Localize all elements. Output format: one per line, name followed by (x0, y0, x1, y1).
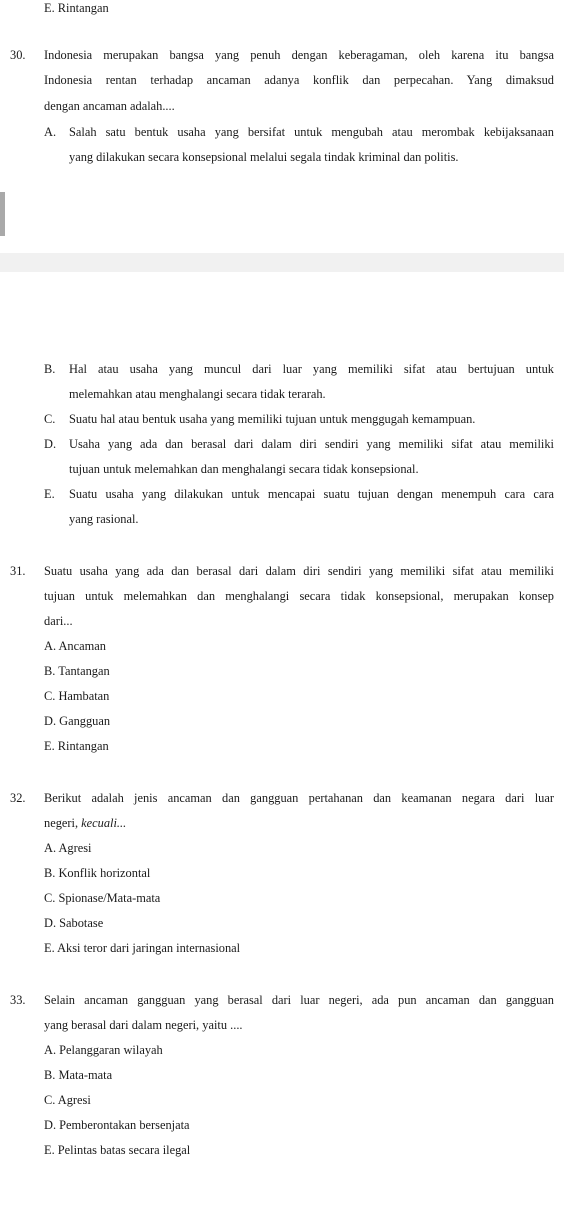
question-text-line: dari... (44, 614, 73, 628)
option-e-text: Suatu usaha yang dilakukan untuk mencapai suatu tujuan dengan menempuh cara cara (69, 487, 554, 501)
question-text-line: Selain ancaman gangguan yang berasal dari luar negeri, ada pun ancaman dan gangguan (44, 993, 554, 1007)
question-text-line: yang berasal dari dalam negeri, yaitu .... (44, 1018, 243, 1032)
question-text-italic: kecuali... (81, 816, 127, 830)
option-d: D. Sabotase (44, 916, 104, 930)
question-number: 31. (10, 564, 26, 578)
question-text-line: Berikut adalah jenis ancaman dan gangguan pertahanan dan keamanan negara dari luar (44, 791, 554, 805)
option-letter: C. (44, 412, 56, 426)
question-text-prefix: negeri, (44, 816, 82, 830)
option-d: D. Pemberontakan bersenjata (44, 1118, 190, 1132)
question-text-line: Indonesia rentan terhadap ancaman adanya konflik dan perpecahan. Yang dimaksud (44, 73, 554, 87)
question-number: 32. (10, 791, 26, 805)
option-letter: A. (44, 125, 57, 139)
option-letter: D. (44, 437, 57, 451)
option-b: B. Mata-mata (44, 1068, 113, 1082)
option-d-text: tujuan untuk melemahkan dan menghalangi secara tidak konsepsional. (69, 462, 419, 476)
question-number: 33. (10, 993, 26, 1007)
question-text-line (44, 815, 126, 831)
option-letter: E. (44, 487, 55, 501)
question-text-line: dengan ancaman adalah.... (44, 99, 175, 113)
option-e-text: yang rasional. (69, 512, 139, 526)
question-text-line: Indonesia merupakan bangsa yang penuh dengan keberagaman, oleh karena itu bangsa (44, 48, 554, 62)
option-b: B. Tantangan (44, 664, 110, 678)
option-a-text: yang dilakukan secara konsepsional melalui segala tindak kriminal dan politis. (69, 150, 459, 164)
option-b: B. Konflik horizontal (44, 866, 151, 880)
option-c: C. Hambatan (44, 689, 110, 703)
option-a: A. Pelanggaran wilayah (44, 1043, 163, 1057)
prev-question-option-e: E. Rintangan (44, 1, 109, 15)
option-a: A. Agresi (44, 841, 92, 855)
option-b-text: Hal atau usaha yang muncul dari luar yang memiliki sifat atau bertujuan untuk (69, 362, 554, 376)
option-c: C. Agresi (44, 1093, 91, 1107)
option-e: E. Rintangan (44, 739, 109, 753)
option-d-text: Usaha yang ada dan berasal dari dalam diri sendiri yang memiliki sifat atau memiliki (69, 437, 554, 451)
option-e: E. Aksi teror dari jaringan internasional (44, 941, 241, 955)
option-a-text: Salah satu bentuk usaha yang bersifat untuk mengubah atau merombak kebijaksanaan (69, 125, 554, 139)
option-e: E. Pelintas batas secara ilegal (44, 1143, 191, 1157)
question-text-line: Suatu usaha yang ada dan berasal dari dalam diri sendiri yang memiliki sifat atau memiliki (44, 564, 554, 578)
scrollbar-thumb[interactable] (0, 192, 5, 236)
option-b-text: melemahkan atau menghalangi secara tidak terarah. (69, 387, 326, 401)
option-d: D. Gangguan (44, 714, 111, 728)
option-c-text: Suatu hal atau bentuk usaha yang memiliki tujuan untuk menggugah kemampuan. (69, 412, 476, 426)
option-a: A. Ancaman (44, 639, 106, 653)
option-c: C. Spionase/Mata-mata (44, 891, 161, 905)
page-break (0, 253, 564, 272)
option-letter: B. (44, 362, 56, 376)
question-number: 30. (10, 48, 26, 62)
question-text-line: tujuan untuk melemahkan dan menghalangi secara tidak konsepsional, merupakan konsep (44, 589, 554, 603)
